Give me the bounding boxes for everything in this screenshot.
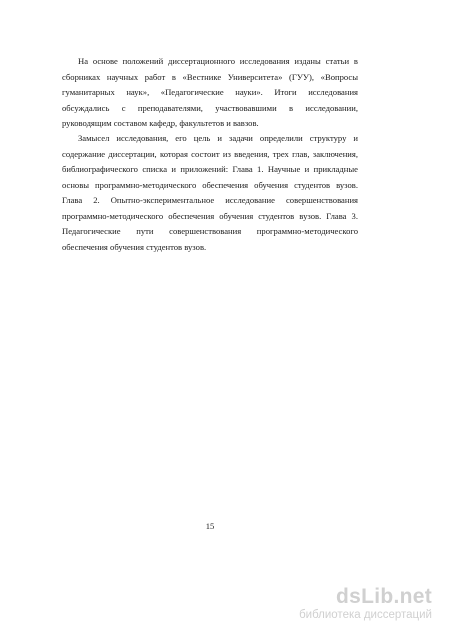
paragraph-structure: [62, 131, 358, 255]
watermark-logo: dsLib.net: [335, 585, 432, 608]
paragraph-publications: [62, 54, 358, 132]
watermark: [262, 586, 432, 622]
paragraph-text: Замысел исследования, его цель и задачи определили структуру и содержание диссертации, которая состоит из введения, трех глав, заключения, библиографического списка и приложений: Глава 1. Научные и прикладные основы программно-методического обеспечения обучения студентов вузов. Глава 2. Опытно-экспериментальное исследование совершенствования программно-методического обеспечения обучения студентов вузов. Глава 3. Педагогические пути совершенствования программно-методического обеспечения обучения студентов вузов.: [62, 133, 358, 252]
page-number: 15: [205, 521, 215, 531]
watermark-subtitle: библиотека диссертаций: [299, 609, 432, 621]
paragraph-text: На основе положений диссертационного исследования изданы статьи в сборниках научных работ в «Вестнике Университета» (ГУУ), «Вопросы гуманитарных наук», «Педагогические науки». Итоги исследования обсуждались с преподавателями, участвовавшими в исследовании, руководящим составом кафедр, факультетов и вавзов.: [62, 56, 358, 128]
